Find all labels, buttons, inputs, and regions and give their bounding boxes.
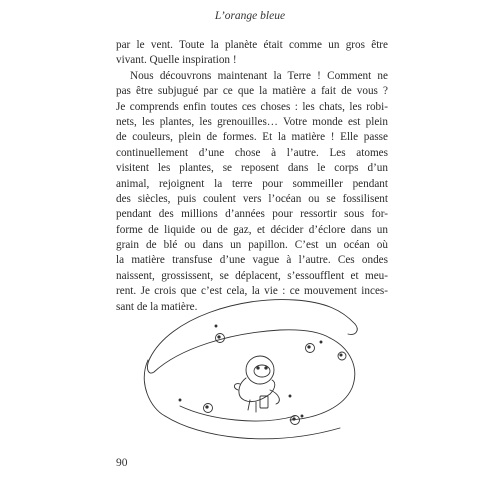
text-line: des siècles, puis coulent vers l’océan ou se fossilisent — [116, 192, 388, 205]
text-line: visitent les plantes, se reposent dans le corps d’un — [116, 162, 388, 175]
text-line: nets, les plantes, les grenouilles… Votre monde est plein — [116, 115, 388, 128]
text-line: la matière transfuse d’une vague à l’autre. Ces ondes — [116, 254, 388, 267]
text-line: Je comprends enfin toutes ces choses : les chats, les robi- — [116, 100, 388, 113]
text-line: par le vent. Toute la planète était comme un gros être — [116, 39, 388, 51]
text-line: de couleurs, plein de formes. Et la matière ! Elle passe — [116, 131, 388, 144]
running-head: L’orange bleue — [214, 10, 286, 22]
text-line: grain de blé ou dans un papillon. C’est un océan où — [116, 239, 388, 252]
text-line: Nous découvrons maintenant la Terre ! Comment ne — [130, 69, 388, 82]
text-line: vivant. Quelle inspiration ! — [116, 54, 237, 67]
text-line: forme de liquide ou de gaz, et décider d’éclore dans un — [116, 223, 388, 236]
wave-with-astronaut-drawing-icon — [120, 288, 380, 458]
text-line: pendant des millions d’années pour ressortir sous for- — [116, 208, 388, 221]
text-line: sant de la matière. — [116, 300, 198, 313]
text-line: continuellement d’une chose à l’autre. Les atomes — [116, 146, 388, 159]
text-line: pas être subjugué par ce que la matière a fait de vous ? — [116, 85, 388, 98]
page-number: 90 — [116, 457, 128, 469]
text-line: naissent, grossissent, se déplacent, s’essoufflent et meu- — [116, 269, 388, 282]
text-line: rent. Je crois que c’est cela, la vie : ce mouvement inces- — [116, 285, 388, 298]
body-text — [116, 38, 388, 315]
text-line: animal, rejoignent la terre pour sommeiller pendant — [116, 177, 388, 190]
